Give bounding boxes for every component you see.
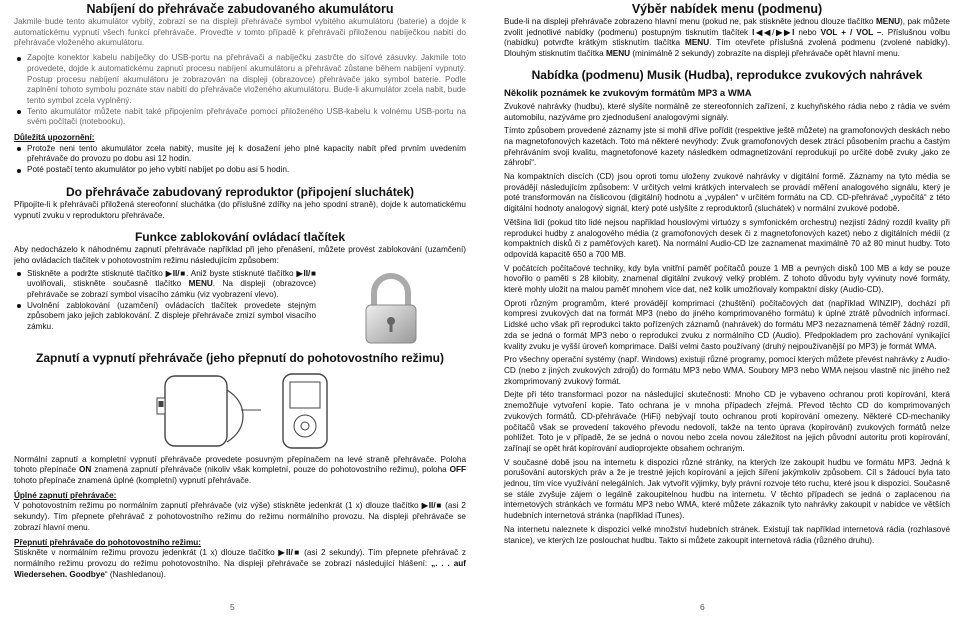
player-side-icon <box>145 370 265 452</box>
warning-item-1: Protože neni tento akumulátor zcela nabitý, musíte jej k dosažení jeho plné kapacity nabít před prvním uvedením přehrávače do provozu po dobu asi 12 hodin. <box>14 144 466 165</box>
page-number-right: 6 <box>700 602 705 612</box>
power-para-2: V pohotovostním režimu po normálním zapnutí přehrávače (viz výše) stiskněte jedenkrát (1 x) dlouze tlačítko ▶II/■ (asi 2 sekundy). Tím přepnete přehrávač z pohotovostního režimu do režimu normálního provozu. Na displeji přehrávače se zobrazí hlavní menu. <box>14 501 466 532</box>
power-para-1: Normální zapnutí a kompletní vypnutí přehrávače provedete posuvným přepínačem na levé straně přehrávače. Poloha tohoto přepínače ON znamená zapnutí přehrávače (nikoliv však kompletní, pouze do pohotovostního režimu), poloha OFF tohoto přepínače znamená úplné (kompletní) vypnutí přehrávače. <box>14 454 466 486</box>
music-para: V počátcích počítačové techniky, kdy byla vnitřní paměť počítačů pouze 1 MB a pevných disků 100 MB a kdy se pouze hovořilo o paměti s 28 kilobity, znamenal digitální zvukový velký problém. Z tohoto důvodu byly vyvinuty nové formáty, které mohly uložit na malou paměť mnohem více dat, než kolik umožňovaly kompaktní disky (Audio-CD). <box>504 263 950 295</box>
power-para-3: Stiskněte v normálním režimu provozu jedenkrát (1 x) dlouze tlačítko ▶II/■ (asi 2 sekundy). Tím přepnete přehrávač z normálního režimu provozu do režimu pohotovostního. Na displeji přehrávače se zobrazí následující hlášení: „. . . auf Wiedersehen. Goodbye“ (Nashledanou). <box>14 548 466 579</box>
lock-item-2: Uvolnění zablokování (uzamčení) ovládacích tlačítek provedete stejným způsobem jako jejich zablokování. Z displeje přehrávače zmizí symbol visacího zámku. <box>14 301 316 333</box>
music-para: Zvukové nahrávky (hudbu), které slyšíte normálně ze stereofonních zařízení, z kuchyňského rádia nebo z rádia ve svém automobilu, nazýváme pro zjednodušení analogovými signály. <box>504 101 950 122</box>
section-title-speaker: Do přehrávače zabudovaný reproduktor (připojení sluchátek) <box>65 184 415 199</box>
section-title-power: Zapnutí a vypnutí přehrávače (jeho přepnutí do pohotovostního režimu) <box>35 350 445 365</box>
lock-item-1: Stiskněte a podržte stisknuté tlačítko ▶II/■. Aniž byste stisknuté tlačítko ▶II/■ uvolňovali, stiskněte současně tlačítko MENU. Na displeji (obrazovce) přehrávače se zobrazí symbol visacího zámku (viz vyobrazení vlevo). <box>14 269 316 301</box>
padlock-icon <box>336 269 446 349</box>
music-para: Většina lidí (pokud tito lidé nejsou například houslovými virtuózy s symfonickém orchestru) nezjistí žádný rozdíl kvality při reprodukci hudby z analogového média (z gramofonových desek či z magnetofonových kazet) nebo z digitálních médií (z kompaktních disků či z paměťových karet). Na normální Audio-CD lze zaznamenat maximálně 70 až 80 minut hudby. Toto odpovídá kapacitě 650 a 700 MB. <box>504 217 950 259</box>
next-symbol: ▶▶I <box>774 27 795 37</box>
warning-label: Důležitá upozornění: <box>14 133 95 143</box>
page-number-left: 5 <box>230 602 235 612</box>
subsection-title-formats: Několik poznámek ke zvukovým formátům MP3 a WMA <box>504 87 752 99</box>
padlock-image <box>316 269 466 349</box>
prev-symbol: I◀◀ <box>752 27 773 37</box>
warning-list <box>14 144 466 176</box>
music-para: Tímto způsobem provedené záznamy jste si mohli dříve pořídit (respektive ještě můžete) na gramofonových deskách nebo na magnetofonových kazetách. Toto má některé nevýhody: Zvuk gramofonových desek ztrácí působením prachu a častým přehráváním svoji kvalitu, magnetofonové kazety následkem odmagnetizování reprodukují po určité době zvuky „jako ze záhrobí“. <box>504 126 950 168</box>
music-paragraphs <box>504 102 950 546</box>
charging-item-1: Zapojte konektor kabelu nabíječky do USB-portu na přehrávači a nabíječku zastrčte do síťové zásuvky. Jakmile toto provedete, dojde k automatickému zapnutí procesu nabíjení akumulátoru a přehrávač zůstane během nabíjení vypnutý. Postup procesu nabíjení akumulátoru je zobrazován na displeji (obrazovce) přehrávače jako symbol baterie. Podle zaplnění tohoto symbolu poznáte stav nabití do přehrávače vloženého akumulátoru. Bude-li akumulátor zcela nabit, bude tento symbol zcela vyplněný. <box>14 53 466 107</box>
play-pause-symbol: ▶II/■ <box>296 268 316 278</box>
charging-intro: Jakmile bude tento akumulátor vybitý, zobrazí se na displeji přehrávače symbol vybitého akumulátoru (baterie) a dojde k automatickému vypnutí všech funkcí přehrávače. Proveďte v tomto případě k přehrávači přiloženou nabíječkou nabití do přehrávače vloženého akumulátoru. <box>14 17 466 48</box>
music-para: Dejte při této transformaci pozor na následující skutečnosti: Mnoho CD je vybaveno ochranou proti kopírování, která znemožňuje vytvoření kopie. Tato ochrana je v mnoha případech zřejmá. Převod těchto CD do komprimovaných zvukových formátů. CD-přehrávače (HiFi) nebývají touto ochranou proti kopírování omezeny. Některé CD-mechaniky počítačů však se provedení takového převodu nedovolí, takže na tento úprava (kopírování) zvukových formátů nelze pohlížet. Toto je v případě, že se jedná o novou nebo zcela novou záležitost na jejich původní autoritu proti kopírování, zařínají se opět hrát kopírování audioprojekte obsahem ochraným. <box>504 390 950 453</box>
speaker-text: Připojíte-li k přehrávači přiložená stereofonní sluchátka (do příslušné zdířky na jeho spodní straně), dojde k automatickému vypnutí zvuku v reproduktoru přehrávače. <box>14 199 466 220</box>
warning-item-2: Poté postačí tento akumulátor po jeho vybití nabíjet po dobu asi 5 hodin. <box>14 165 466 176</box>
menu-para: Bude-li na displeji přehrávače zobrazeno hlavní menu (pokud ne, pak stiskněte jednou dlouze tlačítko MENU), pak můžete zvolit jednotlivé nabídky (podmenu) postupným tisknutím tlačítek I◀◀/▶▶I nebo VOL + / VOL –. Příslušnou volbu (nabídku) potvrďte krátkým stisknutím tlačítka MENU. Tím otevřete příslušná zvolená podmenu (zvolené nabídky). Dlouhým stisknutím tlačítka MENU (minimálně 2 sekundy) zobrazíte na displeji přehrávače opět hlavní menu. <box>504 17 950 59</box>
play-pause-symbol: ▶II/■ <box>421 501 443 511</box>
music-para: V současné době jsou na internetu k dispozici různé stránky, na kterých lze zakoupit hudbu ve formátu MP3. Jedná k porušování autorských práv a že je trestné jejich kopírování a jejich šíření jakýmkoliv způsobem. Cíl s žádoucí byla tato jednou, tím více využívání nelegálních. Jak vytvořit výjimky, byly právní rozvoje této ruchu, které jsou k dispozici. Současně se stále zvyšuje zájem o legálně zakoupitelnou hudbu na internetu. V těchto případech se jedná o zaplacenou na internetových stránkách ve formátu MP3 nebo WMA, které můžete zákazník tyto nahrávky zakoupit v nabídce ve větších hudebních internetová stránka (například iTunes). <box>504 457 950 521</box>
player-diagram <box>14 370 466 452</box>
standby-label: Přepnutí přehrávače do pohotovostního režimu: <box>14 537 201 547</box>
play-pause-symbol: ▶II/■ <box>165 268 186 278</box>
music-para: Na kompaktních discích (CD) jsou oproti tomu uloženy zvukové nahrávky v digitální formě. Záznamy na tyto média se provádějí následujícím způsobem: V určitých velmi krátkých intervalech se provádí měření analogového signálu, který je poté transformován na číslicovou (digitální) hodnotu a „vypálen“ v určitém formátu na CD. CD-přehrávač „vypočítá“ z této digitální hodnoty analogový signál, který poté uslyšíte z reproduktorů (sluchátek) v normální zvukové podobě. <box>504 172 950 214</box>
play-pause-symbol: ▶II/■ <box>278 548 301 558</box>
lock-intro: Aby nedocházelo k náhodnému zapnutí přehrávače například při jeho přenášení, můžete provést zablokování (uzamčení) jeho ovládacích tlačítek v pohotovostním režimu následujícím způsobem: <box>14 245 466 265</box>
lock-block <box>14 269 466 349</box>
music-para: Pro všechny operační systémy (např. Windows) existují různé programy, pomocí kterých můžete převést nahrávky z Audio-CD (nebo z jiných zvukových zdrojů) do formátu MP3 nebo WMA. Soubory MP3 nebo WMA nejsou vlastně nic jiného než zkomprimovaný zvukový formát. <box>504 355 950 386</box>
music-para: Na internetu naleznete k dispozici velké množství hudebních stránek. Existují tak například internetová rádia (rozhlasové stanice), ve kterých lze poslouchat hudbu. Takto si můžete zakoupit internetová rádia (různého druhu). <box>504 524 950 545</box>
lock-list <box>14 269 316 349</box>
charging-list <box>14 53 466 128</box>
power-on-label: Úplné zapnutí přehrávače: <box>14 490 117 500</box>
music-para: Oproti různým programům, které provádějí komprimaci (zhuštění) počítačových dat (například WINZIP), dochází při kompresi zvukových dat na formát MP3 (nebo do jiného komprimovaného formátu) k úplné ztrátě původních informací. Lidské ucho však při reprodukci takto pořízených záznamů (nahrávek) do formátu MP3 nezaznamená téměř žádný rozdíl, zda se jedná o formát MP3 nebo o reprodukci zvuku z normálního CD (Audio). Předpokladem pro zachování vynikající kvality zvuku je vyšší úroveň komprimace. Další velmi často používaný (druhý nejpoužívanější po MP3) je formát WMA. <box>504 298 950 351</box>
charging-item-2: Tento akumulátor můžete nabít také připojením přehrávače pomocí přiloženého USB-kabelu k volnému USB-portu na svém počítači (notebooku). <box>14 107 466 128</box>
section-title-charging: Nabíjení do přehrávače zabudovaného akumulátoru <box>86 2 394 16</box>
section-title-music: Nabídka (podmenu) Musik (Hudba), reprodukce zvukových nahrávek <box>531 67 923 82</box>
right-page <box>480 0 960 618</box>
section-title-menu: Výběr nabídek menu (podmenu) <box>631 2 823 16</box>
player-front-icon <box>275 370 335 452</box>
section-title-lock: Funkce zablokování ovládací tlačítek <box>134 230 346 245</box>
